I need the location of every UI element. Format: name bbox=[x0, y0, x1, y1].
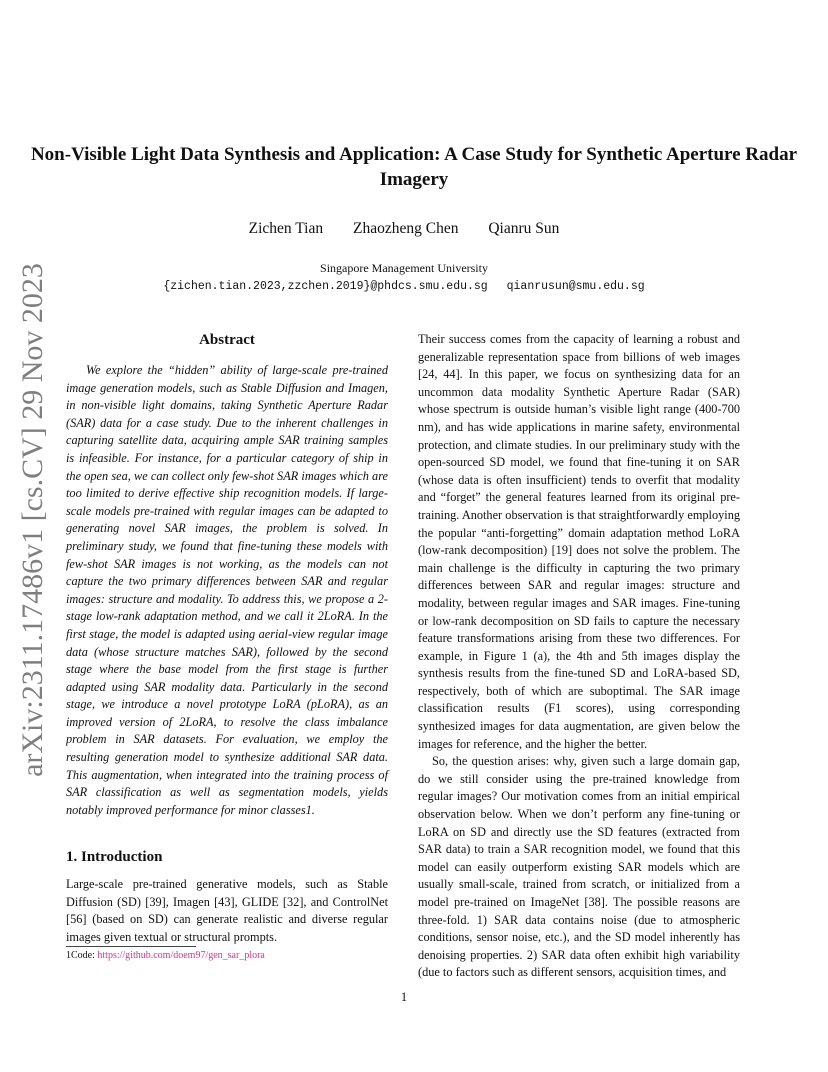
footnote-rule bbox=[66, 946, 196, 947]
paper-title: Non-Visible Light Data Synthesis and Application: A Case Study for Synthetic Aperture Radar Imagery bbox=[30, 144, 798, 190]
page-number: 1 bbox=[400, 990, 408, 1004]
footnote bbox=[66, 950, 388, 961]
author-name: Qianru Sun bbox=[488, 220, 560, 237]
intro-paragraph: Large-scale pre-trained generative models, such as Stable Diffusion (SD) [39], Imagen [43], GLIDE [32], and ControlNet [56] (based on SD) can generate realistic and diverse regular images given textual or structural prompts. bbox=[66, 877, 388, 944]
abstract-body bbox=[66, 362, 388, 819]
code-link[interactable]: https://github.com/doem97/gen_sar_plora bbox=[97, 950, 265, 961]
body-paragraph: Their success comes from the capacity of learning a robust and generalizable representation space from billions of web images [24, 44]. In this paper, we focus on synthesizing data for an uncommon data modality Synthetic Aperture Radar (SAR) whose spectrum is outside human’s visible light range (400-700 nm), and has wide applications in marine safety, environmental protection, and climate studies. In our preliminary study with the open-sourced SD model, we found that fine-tuning it on SAR (whose data is often insufficient) tends to overfit that modality and “forget” the general features learned from its original pre-training. Another observation is that straightforwardly employing the popular “anti-forgetting” domain adaptation method LoRA (low-rank decomposition) [19] does not solve the problem. The main challenge is the difficulty in capturing the two primary differences between SAR and regular images: structure and modality, between regular images and SAR images. Fine-tuning or low-rank decomposition on SD fails to capture the necessary feature transformations arising from these two differences. For example, in Figure 1 (a), the 4th and 5th images display the synthesis results from the fine-tuned SD and LoRA-based SD, respectively, both of which are suboptimal. The SAR image classification results (F1 scores), using corresponding synthesized images for data augmentation, are given below the images for reference, and the higher the better. bbox=[418, 332, 740, 751]
affiliation: Singapore Management University bbox=[320, 261, 488, 275]
footnote-label: 1Code: bbox=[66, 950, 98, 961]
body-paragraph: So, the question arises: why, given such a large domain gap, do we still consider using the pre-trained knowledge from regular images? Our motivation comes from an initial empirical observation below. When we don’t perform any fine-tuning or LoRA on SD and directly use the SD features (extracted from SAR data) to train a SAR recognition model, we found that this model can easily outperform existing SAR models which are usually small-scale, trained from scratch, or initialized from a model pre-trained on ImageNet [38]. The possible reasons are three-fold. 1) SAR data contains noise (due to atmospheric conditions, sensor noise, etc.), and the SD model inherently has denoising properties. 2) SAR data often exhibit high variability (due to factors such as different sensors, acquisition times, and bbox=[418, 754, 740, 980]
author-list bbox=[0, 220, 808, 238]
section-heading-introduction: 1. Introduction bbox=[66, 849, 163, 865]
email-address: {zichen.tian.2023,zzchen.2019}@phdcs.smu.edu.sg bbox=[163, 280, 488, 293]
author-name: Zichen Tian bbox=[248, 220, 324, 237]
author-name: Zhaozheng Chen bbox=[353, 220, 459, 237]
introduction-body bbox=[66, 876, 388, 946]
abstract-heading: Abstract bbox=[199, 332, 255, 348]
email-list bbox=[0, 280, 808, 293]
abstract-text: We explore the “hidden” ability of large-scale pre-trained image generation models, such as Stable Diffusion and Imagen, in non-visible light domains, taking Synthetic Aperture Radar (SAR) data for a case study. Due to the inherent challenges in capturing satellite data, acquiring ample SAR training samples is infeasible. For instance, for a particular category of ship in the open sea, we can collect only few-shot SAR images which are too limited to derive effective ship recognition models. If large-scale models pre-trained with regular images can be adapted to generating novel SAR images, the problem is solved. In preliminary study, we found that fine-tuning these models with few-shot SAR images is not working, as the models can not capture the two primary differences between SAR and regular images: structure and modality. To address this, we propose a 2-stage low-rank adaptation method, and we call it 2LoRA. In the first stage, the model is adapted using aerial-view regular image data (whose structure matches SAR), followed by the second stage where the base model from the first stage is further adapted using SAR modality data. Particularly in the second stage, we introduce a novel prototype LoRA (pLoRA), as an improved version of 2LoRA, to resolve the class imbalance problem in SAR datasets. For evaluation, we employ the resulting generation model to synthesize additional SAR data. This augmentation, when integrated into the training process of SAR classification as well as segmentation models, yields notably improved performance for minor classes1. bbox=[66, 363, 388, 817]
arxiv-stamp: arXiv:2311.17486v1 [cs.CV] 29 Nov 2023 bbox=[16, 263, 49, 777]
right-column-body bbox=[418, 331, 740, 982]
email-address: qianrusun@smu.edu.sg bbox=[506, 280, 645, 293]
